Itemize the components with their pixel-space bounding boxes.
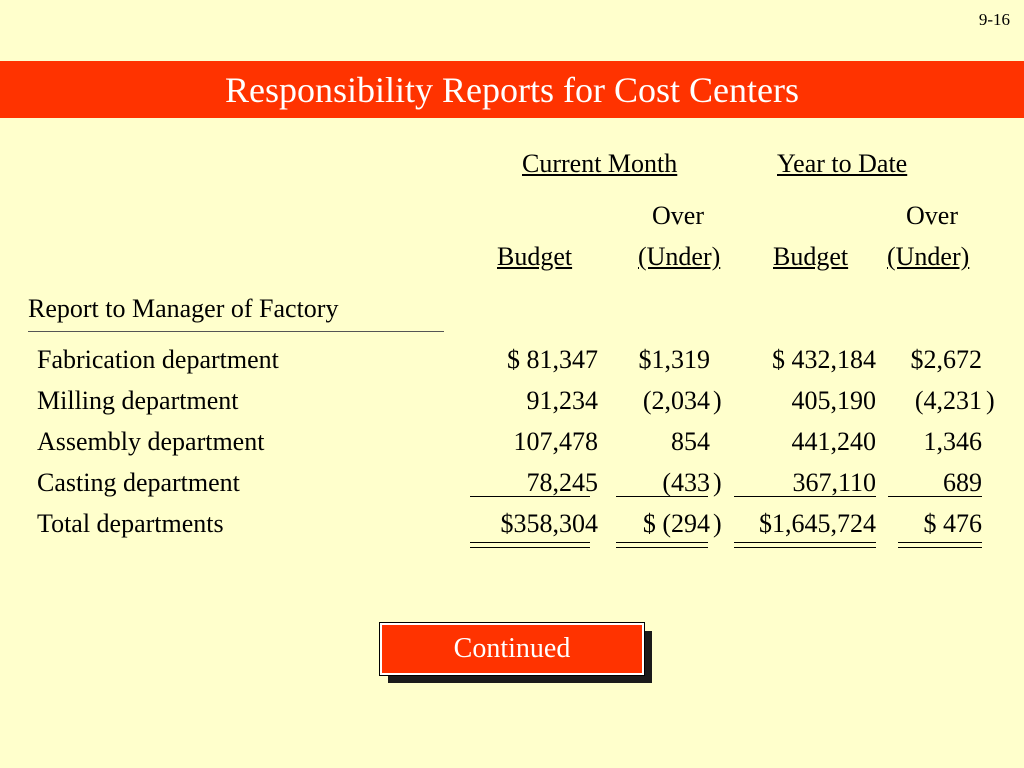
cm-over-cell: $ (294: [642, 509, 710, 538]
cm-budget-cell: $ 81,347: [507, 345, 598, 374]
ytd-over-cell: $2,672: [910, 345, 982, 374]
ytd-budget-cell: $1,645,724: [759, 509, 876, 538]
title-bar: [0, 61, 1024, 118]
ytd-over-cell: 1,346: [923, 427, 982, 456]
cm-budget-cell: $358,304: [500, 509, 598, 538]
cm-over-subtotal-rule: [616, 496, 708, 497]
ytd-budget-header: Budget: [773, 242, 849, 271]
cm-paren-cell: ): [713, 386, 722, 415]
cm-budget-header: Budget: [497, 242, 573, 271]
ytd-budget-cell: 367,110: [792, 468, 876, 497]
cm-budget-subtotal-rule: [470, 496, 590, 497]
row-label: Casting department: [37, 468, 240, 497]
continued-button[interactable]: Continued: [380, 623, 644, 675]
cm-paren-cell: ): [713, 468, 722, 497]
ytd-budget-subtotal-rule: [734, 496, 876, 497]
cm-under-header: (Under): [638, 242, 721, 271]
ytd-over-cell: $ 476: [923, 509, 982, 538]
row-label: Total departments: [37, 509, 224, 538]
slide-title: Responsibility Reports for Cost Centers: [225, 69, 799, 110]
ytd-budget-cell: $ 432,184: [772, 345, 876, 374]
row-label: Fabrication department: [37, 345, 279, 374]
current-month-header: Current Month: [522, 149, 678, 178]
ytd-over-header: Over: [906, 201, 958, 230]
row-label: Milling department: [37, 386, 239, 415]
ytd-over-cell: 689: [943, 468, 982, 497]
year-to-date-header: Year to Date: [777, 149, 908, 178]
section-divider: [28, 331, 444, 332]
cm-over-cell: $1,319: [638, 345, 710, 374]
cm-over-cell: 854: [671, 427, 710, 456]
row-label: Assembly department: [37, 427, 265, 456]
cm-budget-cell: 78,245: [526, 468, 598, 497]
ytd-over-cell: (4,231: [914, 386, 982, 415]
cm-over-cell: (2,034: [642, 386, 710, 415]
ytd-over-total-rule: [898, 542, 982, 548]
ytd-over-subtotal-rule: [888, 496, 982, 497]
ytd-paren-cell: ): [986, 386, 995, 415]
cm-over-cell: (433: [662, 468, 710, 497]
cm-budget-cell: 91,234: [526, 386, 598, 415]
cm-over-total-rule: [616, 542, 708, 548]
cm-paren-cell: ): [713, 509, 722, 538]
cm-over-header: Over: [652, 201, 704, 230]
ytd-budget-total-rule: [734, 542, 876, 548]
cm-budget-cell: 107,478: [513, 427, 598, 456]
slide-number: 9-16: [978, 10, 1010, 29]
cm-budget-total-rule: [470, 542, 590, 548]
section-title: Report to Manager of Factory: [28, 294, 339, 323]
ytd-budget-cell: 441,240: [791, 427, 876, 456]
ytd-budget-cell: 405,190: [791, 386, 876, 415]
ytd-under-header: (Under): [887, 242, 970, 271]
